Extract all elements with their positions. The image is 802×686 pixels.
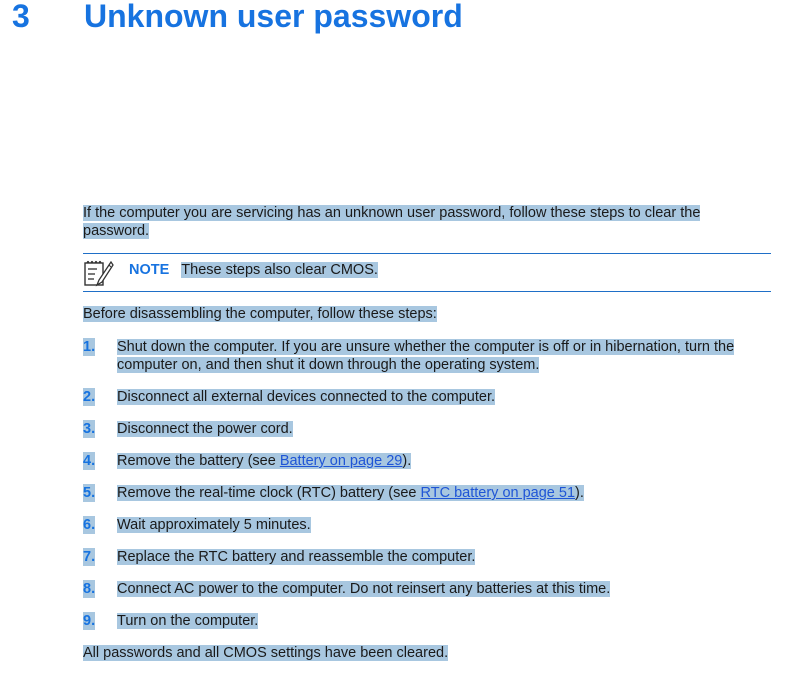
step-number: 4. bbox=[83, 453, 96, 469]
note-content bbox=[129, 261, 378, 279]
step-number: 5. bbox=[83, 485, 96, 501]
chapter-title: Unknown user password bbox=[84, 0, 463, 34]
step-text: Wait approximately 5 minutes. bbox=[117, 517, 311, 533]
intro-line-1: If the computer you are servicing has an unknown user password, follow these steps to clear the bbox=[83, 205, 701, 221]
intro-paragraph bbox=[83, 204, 700, 240]
step-text-pre: Remove the battery (see bbox=[117, 453, 280, 469]
step-number: 2. bbox=[83, 389, 96, 405]
step-text: Disconnect the power cord. bbox=[117, 421, 293, 437]
chapter-number: 3 bbox=[12, 0, 30, 34]
battery-link[interactable]: Battery on page 29 bbox=[279, 453, 403, 469]
final-paragraph bbox=[83, 644, 448, 662]
note-label: NOTE bbox=[129, 262, 170, 278]
step-text: Turn on the computer. bbox=[117, 613, 259, 629]
step-text: Connect AC power to the computer. Do not reinsert any batteries at this time. bbox=[117, 581, 611, 597]
step-number: 3. bbox=[83, 421, 96, 437]
note-pencil-icon bbox=[83, 258, 115, 288]
step-text: Replace the RTC battery and reassemble the computer. bbox=[117, 549, 476, 565]
before-paragraph bbox=[83, 305, 437, 323]
before-text: Before disassembling the computer, follow these steps: bbox=[83, 306, 437, 322]
chapter-heading bbox=[12, 0, 463, 36]
step-text-pre: Remove the real-time clock (RTC) battery (see bbox=[117, 485, 421, 501]
rtc-battery-link[interactable]: RTC battery on page 51 bbox=[420, 485, 576, 501]
step-number: 9. bbox=[83, 613, 96, 629]
step-1-line-1: Shut down the computer. If you are unsure whether the computer is off or in hibernation, turn the bbox=[117, 339, 735, 355]
note-text: These steps also clear CMOS. bbox=[181, 262, 378, 278]
step-text: Disconnect all external devices connected to the computer. bbox=[117, 389, 496, 405]
step-text-post: ). bbox=[402, 453, 412, 469]
note-box bbox=[83, 253, 771, 292]
step-number: 8. bbox=[83, 581, 96, 597]
step-number: 6. bbox=[83, 517, 96, 533]
step-1-line-2: computer on, and then shut it down through the operating system. bbox=[117, 357, 540, 373]
step-number: 1. bbox=[83, 339, 96, 355]
step-text-post: ). bbox=[575, 485, 584, 501]
final-text: All passwords and all CMOS settings have been cleared. bbox=[83, 645, 449, 661]
intro-line-2: password. bbox=[83, 223, 150, 239]
step-number: 7. bbox=[83, 549, 96, 565]
